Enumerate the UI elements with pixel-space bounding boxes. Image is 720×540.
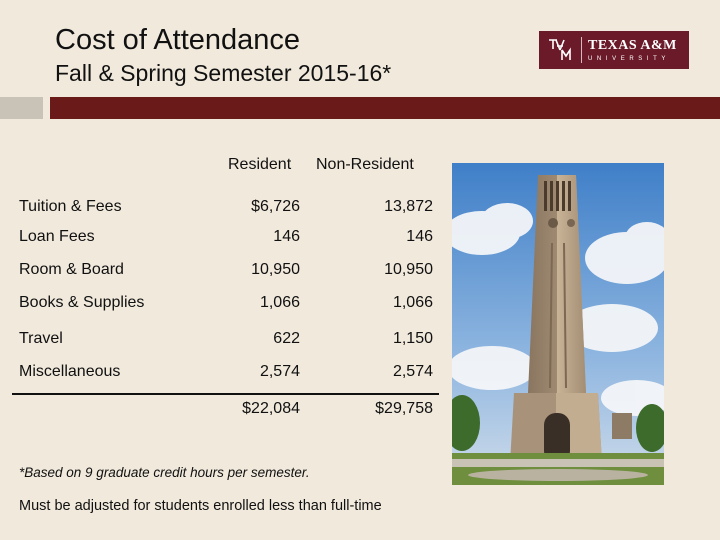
row-label-loan-fees: Loan Fees xyxy=(19,228,95,245)
total-divider xyxy=(12,393,439,395)
row-resident-misc: 2,574 xyxy=(259,363,300,380)
row-nonresident-books: 1,066 xyxy=(392,294,433,311)
university-logo xyxy=(539,31,689,69)
row-nonresident-loan-fees: 146 xyxy=(406,228,433,245)
row-nonresident-room-board: 10,950 xyxy=(384,261,433,278)
row-resident-loan-fees: 146 xyxy=(273,228,300,245)
total-resident: $22,084 xyxy=(242,400,300,417)
logo-name: TEXAS A&M xyxy=(588,37,677,53)
total-non-resident: $29,758 xyxy=(375,400,433,417)
atm-logo-icon xyxy=(545,35,575,65)
row-nonresident-tuition: 13,872 xyxy=(384,198,433,215)
header-gray-bar xyxy=(0,97,43,119)
row-label-books: Books & Supplies xyxy=(19,294,145,311)
row-nonresident-misc: 2,574 xyxy=(392,363,433,380)
row-label-tuition: Tuition & Fees xyxy=(19,198,122,215)
row-label-misc: Miscellaneous xyxy=(19,363,121,380)
row-label-travel: Travel xyxy=(19,330,63,347)
header-resident: Resident xyxy=(228,156,292,173)
row-resident-room-board: 10,950 xyxy=(251,261,300,278)
row-label-room-board: Room & Board xyxy=(19,261,124,278)
footnote: *Based on 9 graduate credit hours per semester. xyxy=(19,465,310,480)
row-resident-books: 1,066 xyxy=(259,294,300,311)
row-nonresident-travel: 1,150 xyxy=(392,330,433,347)
slide-title: Cost of Attendance xyxy=(55,24,301,56)
slide-subtitle: Fall & Spring Semester 2015-16* xyxy=(55,60,392,86)
bell-tower-photo xyxy=(452,163,664,485)
header-non-resident: Non-Resident xyxy=(316,156,414,173)
logo-divider xyxy=(581,37,582,63)
header-accent-bar xyxy=(50,97,720,119)
logo-tagline: UNIVERSITY xyxy=(588,55,671,62)
row-resident-tuition: $6,726 xyxy=(251,198,300,215)
adjustment-note: Must be adjusted for students enrolled less than full-time xyxy=(19,498,382,514)
row-resident-travel: 622 xyxy=(273,330,300,347)
